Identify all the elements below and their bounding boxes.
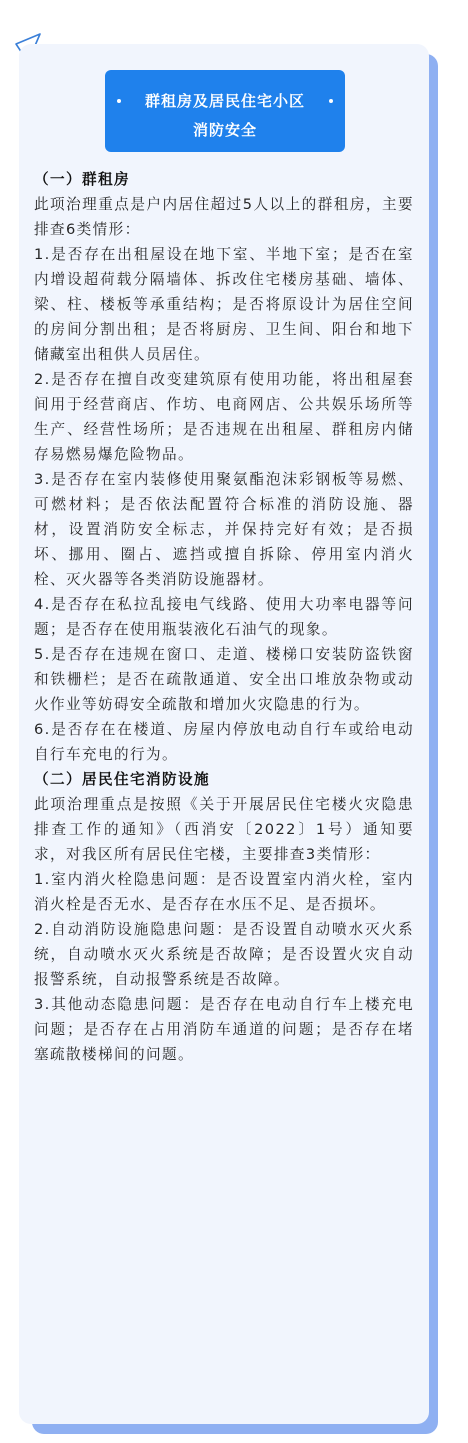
list-item: 6.是否存在在楼道、房屋内停放电动自行车或给电动自行车充电的行为。 (34, 721, 414, 763)
section-intro: 此项治理重点是按照《关于开展居民住宅楼火灾隐患排查工作的通知》（西消安〔2022〕1号）通知要求，对我区所有居民住宅楼，主要排查3类情形： (34, 796, 414, 863)
section-heading: （一）群租房 (34, 171, 130, 188)
section-heading: （二）居民住宅消防设施 (34, 771, 210, 788)
section-intro: 此项治理重点是户内居住超过5人以上的群租房，主要排查6类情形： (34, 196, 414, 238)
list-item: 2.是否存在擅自改变建筑原有使用功能，将出租屋套间用于经营商店、作坊、电商网店、公共娱乐场所等生产、经营性场所；是否违规在出租屋、群租房内储存易燃易爆危险物品。 (34, 371, 414, 463)
list-item: 4.是否存在私拉乱接电气线路、使用大功率电器等问题；是否存在使用瓶装液化石油气的现象。 (34, 596, 414, 638)
list-item: 2.自动消防设施隐患问题：是否设置自动喷水灭火系统，自动喷水灭火系统是否故障；是否设置火灾自动报警系统，自动报警系统是否故障。 (34, 921, 414, 988)
list-item: 1.是否存在出租屋设在地下室、半地下室；是否在室内增设超荷载分隔墙体、拆改住宅楼房基础、墙体、梁、柱、楼板等承重结构；是否将原设计为居住空间的房间分割出租；是否将厨房、卫生间、阳台和地下储藏室出租供人员居住。 (34, 246, 414, 363)
list-item: 1.室内消火栓隐患问题：是否设置室内消火栓，室内消火栓是否无水、是否存在水压不足、是否损坏。 (34, 871, 414, 913)
title-line-2: 消防安全 (192, 121, 257, 139)
list-item: 5.是否存在违规在窗口、走道、楼梯口安装防盗铁窗和铁栅栏；是否在疏散通道、安全出口堆放杂物或动火作业等妨碍安全疏散和增加火灾隐患的行为。 (34, 646, 414, 713)
list-item: 3.其他动态隐患问题：是否存在电动自行车上楼充电问题；是否存在占用消防车通道的问题；是否存在堵塞疏散楼梯间的问题。 (34, 996, 414, 1063)
title-line-1: 群租房及居民住宅小区 (144, 92, 305, 110)
title-banner (105, 70, 345, 152)
list-item: 3.是否存在室内装修使用聚氨酯泡沫彩钢板等易燃、可燃材料；是否依法配置符合标准的消防设施、器材，设置消防安全标志，并保持完好有效；是否损坏、挪用、圈占、遮挡或擅自拆除、停用室内消火栓、灭火器等各类消防设施器材。 (34, 471, 414, 588)
article-body (34, 167, 414, 1067)
